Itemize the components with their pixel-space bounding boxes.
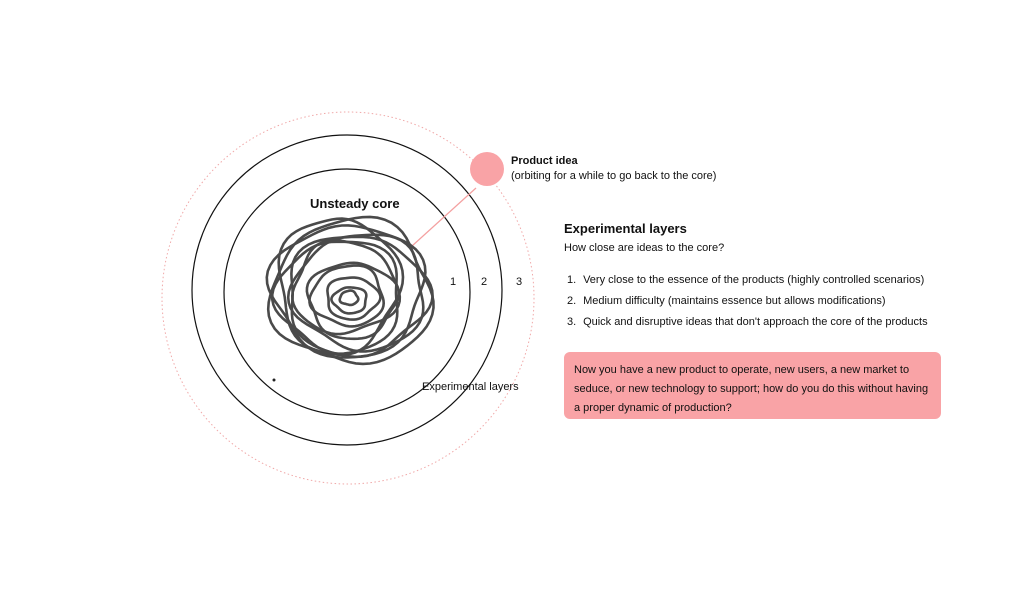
unsteady-core-scribble	[267, 217, 434, 364]
scribble-loop	[340, 291, 359, 305]
panel-question: How close are ideas to the core?	[564, 242, 725, 254]
layer-number-3: 3	[516, 276, 523, 288]
list-item: 2. Medium difficulty (maintains essence but allows modifications)	[567, 295, 886, 307]
layer-list	[567, 273, 928, 336]
layers-caption: Experimental layers	[422, 381, 519, 393]
product-idea-title: Product idea	[511, 155, 578, 167]
layer-number-1: 1	[450, 276, 457, 288]
scribble-loop	[310, 266, 384, 327]
idea-connector-line	[412, 188, 476, 246]
product-idea-dot	[470, 152, 504, 186]
layer-number-2: 2	[481, 276, 488, 288]
callout-box: Now you have a new product to operate, new users, a new market to seduce, or new technology to support; how do you do this without having a proper dynamic of production?	[564, 352, 941, 419]
core-label: Unsteady core	[310, 196, 400, 211]
list-item: 3. Quick and disruptive ideas that don't approach the core of the products	[567, 316, 928, 328]
speck-mark	[273, 379, 276, 382]
panel-title: Experimental layers	[564, 221, 687, 236]
product-idea-subtitle: (orbiting for a while to go back to the core)	[511, 170, 717, 182]
list-item: 1. Very close to the essence of the products (highly controlled scenarios)	[567, 274, 925, 286]
